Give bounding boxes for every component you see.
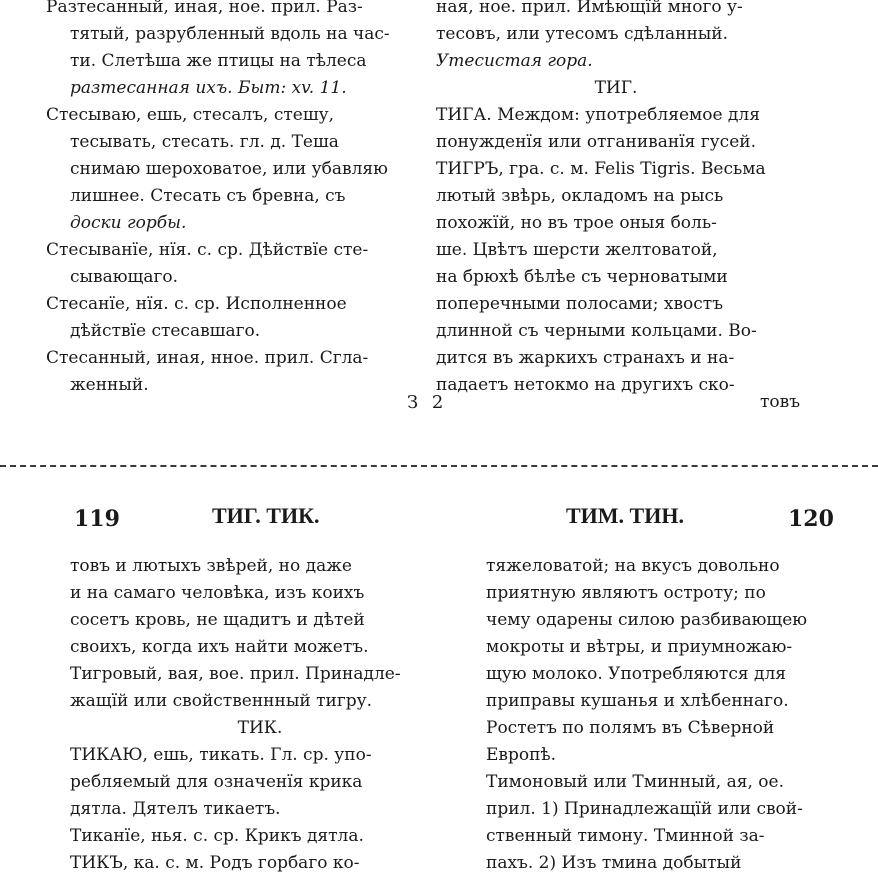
text-line: приправы кушанья и хлѣбеннаго.	[486, 691, 789, 711]
top-left-column	[46, 0, 412, 399]
bottom-left-column	[70, 553, 450, 877]
text-line: жащїй или свойственнный тигру.	[70, 691, 373, 711]
page-divider	[0, 465, 878, 467]
top-right-column	[436, 0, 796, 399]
text-line: доски горбы.	[70, 213, 187, 233]
text-line: ная, ное. прил. Имѣющїй много у-	[436, 0, 743, 17]
catchword: товъ	[760, 392, 801, 412]
top-page-fragment	[0, 0, 878, 420]
text-line: Разтесанный, иная, ное. прил. Раз-	[46, 0, 363, 17]
left-page-number: 119	[74, 506, 120, 532]
text-line: женный.	[70, 375, 149, 395]
text-line: Ростетъ по полямъ въ Сѣверной	[486, 718, 775, 738]
text-line: ше. Цвѣтъ шерсти желтоватой,	[436, 240, 718, 260]
text-line: Стесыванїе, нїя. с. ср. Дѣйствїе сте-	[46, 240, 369, 260]
bottom-right-column	[486, 553, 846, 877]
text-line: ТИГА. Междом: употребляемое для	[436, 105, 760, 125]
text-line: Тигровый, вая, вое. прил. Принадле-	[70, 664, 401, 684]
text-line: ти. Слетѣша же птицы на тѣлеса	[70, 51, 367, 71]
text-line: и на самаго человѣка, изъ коихъ	[70, 583, 365, 603]
section-heading: ТИК.	[237, 718, 283, 738]
text-line: дѣйствїе стесавшаго.	[70, 321, 261, 341]
text-line: ТИКЪ, ка. с. м. Родъ горбаго ко-	[70, 853, 360, 873]
text-line: поперечными полосами; хвостъ	[436, 294, 724, 314]
text-line: дятла. Дятелъ тикаетъ.	[70, 799, 281, 819]
text-line: Стесанный, иная, нное. прил. Сгла-	[46, 348, 369, 368]
text-line: похожїй, но въ трое оныя боль-	[436, 213, 717, 233]
text-line: Стесываю, ешь, стесалъ, стешу,	[46, 105, 335, 125]
text-line: Утесистая гора.	[436, 51, 593, 71]
text-line: Тиканїе, нья. с. ср. Крикъ дятла.	[70, 826, 364, 846]
text-line: Стесанїе, нїя. с. ср. Исполненное	[46, 294, 347, 314]
text-line: длинной съ черными кольцами. Во-	[436, 321, 757, 341]
text-line: пахъ. 2) Изъ тмина добытый	[486, 853, 742, 873]
text-line: щую молоко. Употребляются для	[486, 664, 786, 684]
right-page-number: 120	[788, 506, 834, 532]
left-running-head: ТИГ. ТИК.	[212, 503, 320, 528]
text-line: на брюхѣ бѣлѣе съ черноватыми	[436, 267, 728, 287]
text-line: своихъ, когда ихъ найти можетъ.	[70, 637, 369, 657]
signature-mark: З 2	[407, 392, 448, 413]
text-line: сывающаго.	[70, 267, 179, 287]
text-line: прил. 1) Принадлежащїй или свой-	[486, 799, 803, 819]
right-running-head: ТИМ. ТИН.	[566, 503, 684, 528]
text-line: тесовъ, или утесомъ сдѣланный.	[436, 24, 729, 44]
text-line: падаетъ нетокмо на другихъ ско-	[436, 375, 735, 395]
text-line: Европѣ.	[486, 745, 557, 765]
text-line: товъ и лютыхъ звѣрей, но даже	[70, 556, 352, 576]
text-line: дится въ жаркихъ странахъ и на-	[436, 348, 735, 368]
text-line: сосетъ кровь, не щадитъ и дѣтей	[70, 610, 365, 630]
text-line: понужденїя или отганиванїя гусей.	[436, 132, 756, 152]
text-line: мокроты и вѣтры, и приумножаю-	[486, 637, 793, 657]
text-line: ребляемый для означенїя крика	[70, 772, 363, 792]
text-line: лишнее. Стесать съ бревна, съ	[70, 186, 346, 206]
text-line: разтесанная ихъ. Быт: xv. 11.	[70, 78, 347, 98]
text-line: тесывать, стесать. гл. д. Теша	[70, 132, 339, 152]
text-line: снимаю шероховатое, или убавляю	[70, 159, 388, 179]
text-line: ственный тимону. Тминной за-	[486, 826, 765, 846]
text-line: приятную являютъ остроту; по	[486, 583, 766, 603]
text-line: Тимоновый или Тминный, ая, ое.	[486, 772, 784, 792]
text-line: чему одарены силою разбивающею	[486, 610, 808, 630]
text-line: ТИГРЪ, гра. с. м. Felis Tigris. Весьма	[436, 159, 766, 179]
text-line: тяжеловатой; на вкусъ довольно	[486, 556, 780, 576]
section-heading: ТИГ.	[594, 78, 638, 98]
text-line: ТИКАЮ, ешь, тикать. Гл. ср. упо-	[70, 745, 372, 765]
text-line: тятый, разрубленный вдоль на час-	[70, 24, 390, 44]
text-line: лютый звѣрь, окладомъ на рысь	[436, 186, 724, 206]
